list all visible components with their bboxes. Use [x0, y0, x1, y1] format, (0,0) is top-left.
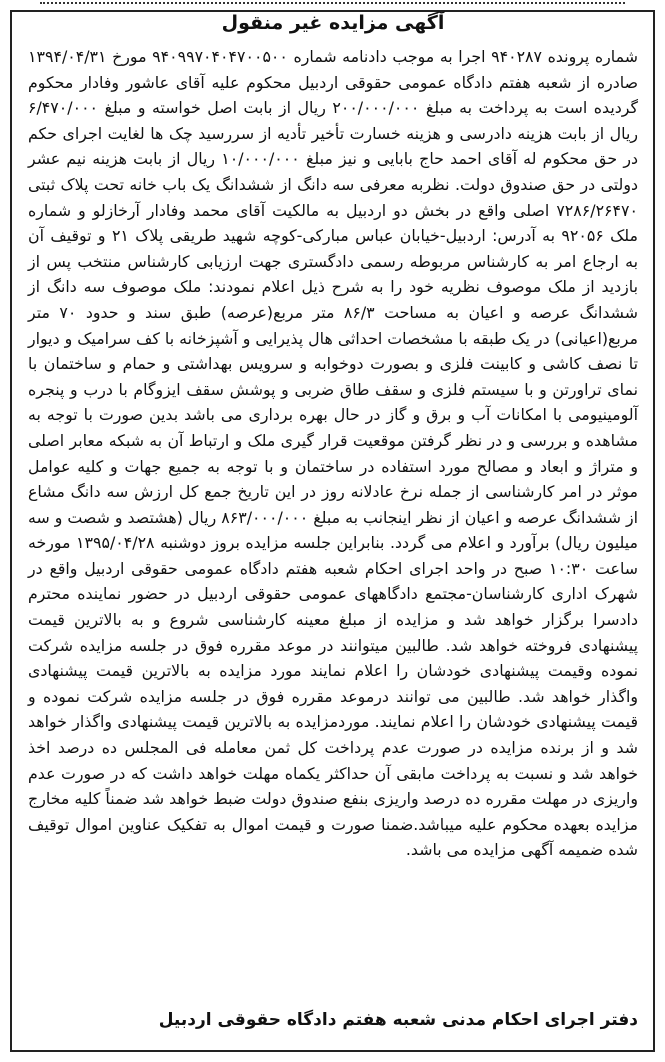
notice-title: آگهی مزایده غیر منقول — [221, 12, 445, 34]
notice-body: شماره پرونده ۹۴۰۲۸۷ اجرا به موجب دادنامه شماره ۹۴۰۹۹۷۰۴۰۴۷۰۰۵۰۰ مورخ ۱۳۹۴/۰۴/۳۱ صادره از شعبه هفتم دادگاه عمومی حقوقی اردبیل محکوم علیه آقای عاشور وفادار محکوم گردیده است به پرداخت به مبلغ ۲۰۰/۰۰۰/۰۰۰ ریال از بابت اصل خواسته و مبلغ ۶/۴۷۰/۰۰۰ ریال از بابت هزینه دادرسی و هزینه خسارت تأخیر تأدیه از سررسید چک ها لغایت اجرای حکم در حق محکوم له آقای احمد حاج بابایی و نیز مبلغ ۱۰/۰۰۰/۰۰۰ ریال از بابت هزینه نیم عشر دولتی در حق صندوق دولت. نظربه معرفی سه دانگ از ششدانگ یک باب خانه تحت پلاک ثبتی ۷۲۸۶/۲۶۴۷۰ اصلی واقع در بخش دو اردبیل به مالکیت آقای محمد وفادار آرخازلو و شماره ملک ۹۲۰۵۶ به آدرس: اردبیل-خیابان عباس مبارکی-کوچه شهید طریقی پلاک ۲۱ و توقیف آن به ارجاع امر به کارشناس مربوطه رسمی دادگستری جهت ارزیابی کارشناس منتخب پس از بازدید از ملک موصوف نظریه خود را به شرح ذیل اعلام نمودند: ملک موصوف سه دانگ از ششدانگ عرصه و اعیان به مساحت ۸۶/۳ متر مربع(عرصه) طبق سند و حدود ۷۰ متر مربع(اعیانی) در یک طبقه با مشخصات احداثی هال پذیرایی و آشپزخانه با کف سرامیک و دیوار تا نصف کاشی و کابینت فلزی و بصورت دوخوابه و سرویس بهداشتی و حمام و ساختمان با نمای تراورتن و با سیستم فلزی و سقف طاق ضربی و پوشش سقف ایزوگام با درب و پنجره آلومینیومی با امکانات آب و برق و گاز در حال بهره برداری می باشد بدین صورت با توجه به مشاهده و بررسی و در نظر گرفتن موقعیت قرار گیری ملک و ارتباط آن به شبکه معابر اصلی و متراژ و ابعاد و مصالح مورد استفاده در ساختمان و با توجه به جمیع جهات و کلیه عوامل موثر در امر کارشناسی از جمله نرخ عادلانه روز در این تاریخ جمع کل ارزش سه دانگ مشاع از ششدانگ عرصه و اعیان از نظر اینجانب به مبلغ ۸۶۳/۰۰۰/۰۰۰ ریال (هشتصد و شصت و سه میلیون ریال) برآورد و اعلام می گردد. بنابراین جلسه مزایده بروز دوشنبه ۱۳۹۵/۰۴/۲۸ مورخه ساعت ۱۰:۳۰ صبح در واحد اجرای احکام شعبه هفتم دادگاه عمومی حقوقی اردبیل واقع در شهرک اداری کارشناسان-مجتمع دادگاههای عمومی حقوقی اردبیل در حضور نماینده محترم دادسرا برگزار خواهد شد و مزایده از مبلغ معینه کارشناسی شروع و به بالاترین قیمت پیشنهادی فروخته خواهد شد. طالبین میتوانند در موعد مقرره فوق در جلسه مزایده شرکت نموده وقیمت پیشنهادی خودشان را اعلام نمایند مورد مزایده به بالاترین قیمت پیشنهادی واگذار خواهد شد. طالبین می توانند درموعد مقرره فوق در جلسه مزایده شرکت نموده و قیمت پیشنهادی خودشان را اعلام نمایند. موردمزایده به بالاترین قیمت پیشنهادی واگذار خواهد شد و از برنده مزایده در صورت عدم پرداخت کل ثمن معامله فی المجلس ده درصد اخذ خواهد شد و نسبت به پرداخت مابقی آن حداکثر یکماه مهلت خواهد داشت که در صورت عدم واریزی در مهلت مقرره ده درصد واریزی بنفع صندوق دولت ضبط خواهد شد ضمناً کلیه مخارج مزایده بعهده محکوم علیه میباشد.ضمنا صورت و قیمت اموال به تفکیک عناوین اموال توقیف شده ضمیمه آگهی مزایده می باشد. — [28, 47, 639, 860]
auction-notice — [28, 8, 638, 863]
notice-signature: دفتر اجرای احکام مدنی شعبه هفتم دادگاه حقوقی اردبیل — [158, 1010, 638, 1030]
